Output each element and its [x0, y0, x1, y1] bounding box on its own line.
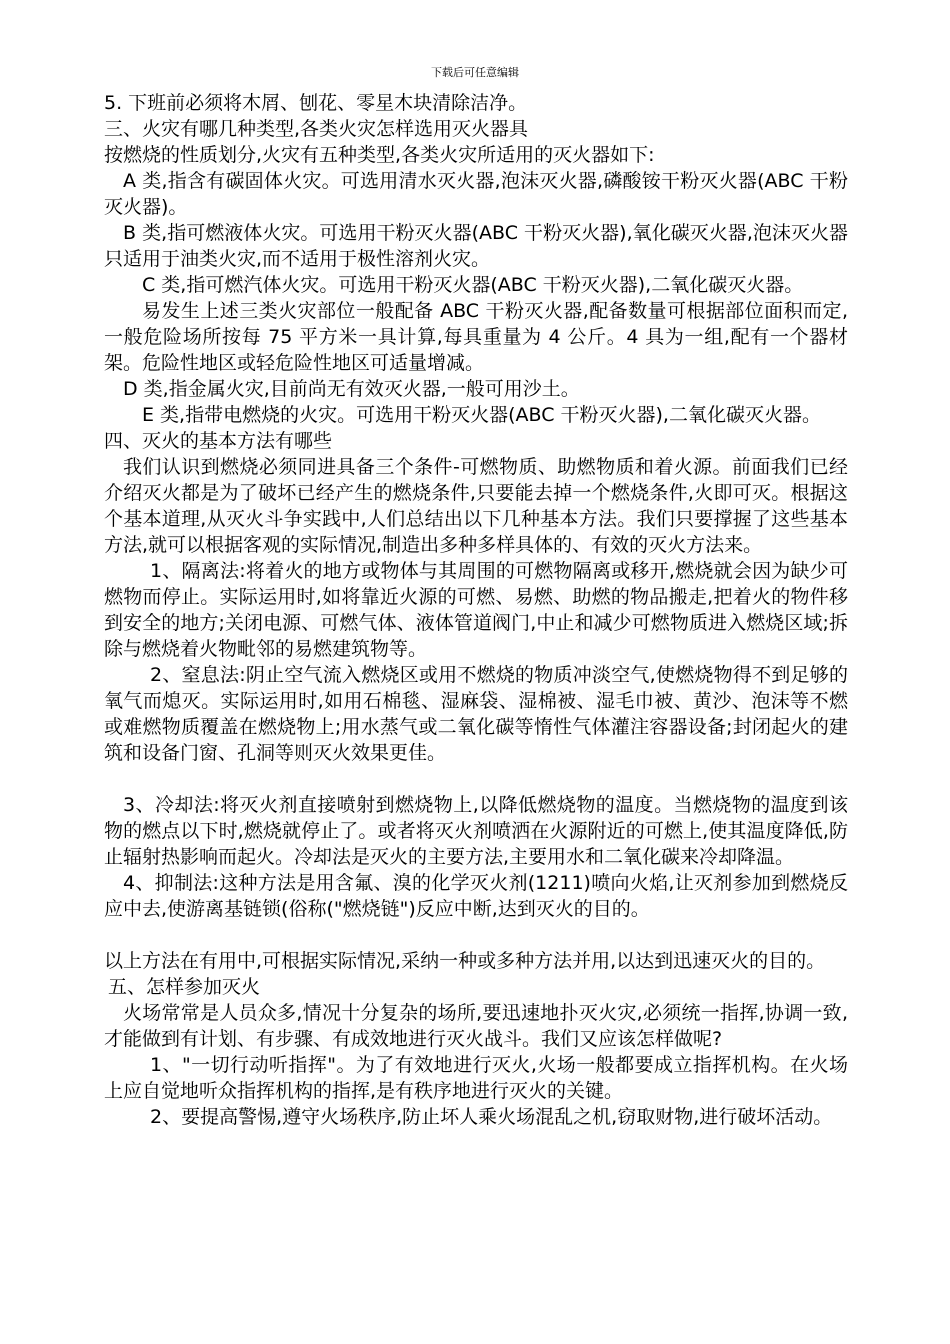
- section-heading-participation: 五、怎样参加灭火: [108, 976, 261, 998]
- paragraph-class-e: E 类,指带电燃烧的火灾。可选用干粉灭火器(ABC 干粉灭火器),二氧化碳灭火器。: [142, 404, 821, 426]
- paragraph-equipment-allocation: 易发生上述三类火灾部位一般配备 ABC 干粉灭火器,配备数量可根据部位面积而定,一般危险场所按每 75 平方米一具计算,每具重量为 4 公斤。4 具为一组,配有一个器材架。危险性地区或轻危险性地区可适量增减。: [104, 300, 848, 374]
- paragraph-isolation-method: 1、隔离法:将着火的地方或物体与其周围的可燃物隔离或移开,燃烧就会因为缺少可燃物而停止。实际运用时,如将靠近火源的可燃、易燃、助燃的物品搬走,把着火的物件移到安全的地方;关闭电源、可燃气体、液体管道阀门,中止和减少可燃物质进入燃烧区域;拆除与燃烧着火物毗邻的易燃建筑物等。: [104, 560, 848, 660]
- section-heading-fire-types: 三、火灾有哪几种类型,各类火灾怎样选用灭火器具: [104, 118, 529, 140]
- section-heading-methods: 四、灭火的基本方法有哪些: [104, 430, 333, 452]
- blank-line: [104, 766, 848, 792]
- blank-line: [104, 922, 848, 948]
- paragraph-class-b: B 类,指可燃液体火灾。可选用干粉灭火器(ABC 干粉灭火器),氧化碳灭火器,泡沫灭火器只适用于油类火灾,而不适用于极性溶剂火灾。: [104, 222, 848, 270]
- paragraph-stay-vigilant: 2、要提高警惕,遵守火场秩序,防止坏人乘火场混乱之机,窃取财物,进行破坏活动。: [150, 1106, 833, 1128]
- paragraph-suffocation-method: 2、窒息法:阴止空气流入燃烧区或用不燃烧的物质冲淡空气,使燃烧物得不到足够的氧气而熄灭。实际运用时,如用石棉毯、湿麻袋、湿棉被、湿毛巾被、黄沙、泡沫等不燃或难燃物质覆盖在燃烧物上;用水蒸气或二氧化碳等惰性气体灌注容器设备;封闭起火的建筑和设备门窗、孔洞等则灭火效果更佳。: [104, 664, 848, 764]
- paragraph-class-c: C 类,指可燃汽体火灾。可选用干粉灭火器(ABC 干粉灭火器),二氧化碳灭火器。: [142, 274, 804, 296]
- document-body: [104, 90, 848, 1130]
- paragraph-cooling-method: 3、冷却法:将灭火剂直接喷射到燃烧物上,以降低燃烧物的温度。当燃烧物的温度到该物的燃点以下时,燃烧就停止了。或者将灭火剂喷洒在火源附近的可燃上,使其温度降低,防止辐射热影响而起火。冷却法是灭火的主要方法,主要用水和二氧化碳来冷却降温。: [104, 794, 848, 868]
- page-header: 下载后可任意编辑: [431, 66, 519, 79]
- paragraph-methods-summary: 以上方法在有用中,可根据实际情况,采纳一种或多种方法并用,以达到迅速灭火的目的。: [104, 950, 826, 972]
- paragraph-class-a: A 类,指含有碳固体火灾。可选用清水灭火器,泡沫灭火器,磷酸铵干粉灭火器(ABC 干粉灭火器)。: [104, 170, 848, 218]
- paragraph-fire-types-intro: 按燃烧的性质划分,火灾有五种类型,各类火灾所适用的灭火器如下:: [104, 144, 655, 166]
- paragraph-follow-command: 1、"一切行动听指挥"。为了有效地进行灭火,火场一般都要成立指挥机构。在火场上应自觉地听众指挥机构的指挥,是有秩序地进行灭火的关键。: [104, 1054, 848, 1102]
- paragraph-participation-intro: 火场常常是人员众多,情况十分复杂的场所,要迅速地扑灭火灾,必须统一指挥,协调一致,才能做到有计划、有步骤、有成效地进行灭火战斗。我们又应该怎样做呢?: [104, 1002, 848, 1050]
- paragraph-methods-intro: 我们认识到燃烧必须同进具备三个条件-可燃物质、助燃物质和着火源。前面我们已经介绍灭火都是为了破坏已经产生的燃烧条件,只要能去掉一个燃烧条件,火即可灭。根据这个基本道理,从灭火斗争实践中,人们总结出以下几种基本方法。我们只要撑握了这些基本方法,就可以根据客观的实际情况,制造出多种多样具体的、有效的灭火方法来。: [104, 456, 848, 556]
- paragraph-class-d: D 类,指金属火灾,目前尚无有效灭火器,一般可用沙土。: [123, 378, 580, 400]
- paragraph-suppression-method: 4、抑制法:这种方法是用含氟、溴的化学灭火剂(1211)喷向火焰,让灭剂参加到燃烧反应中去,使游离基链锁(俗称("燃烧链")反应中断,达到灭火的目的。: [104, 872, 848, 920]
- paragraph-cleanup-rule: 5. 下班前必须将木屑、刨花、零星木块清除洁净。: [104, 92, 528, 114]
